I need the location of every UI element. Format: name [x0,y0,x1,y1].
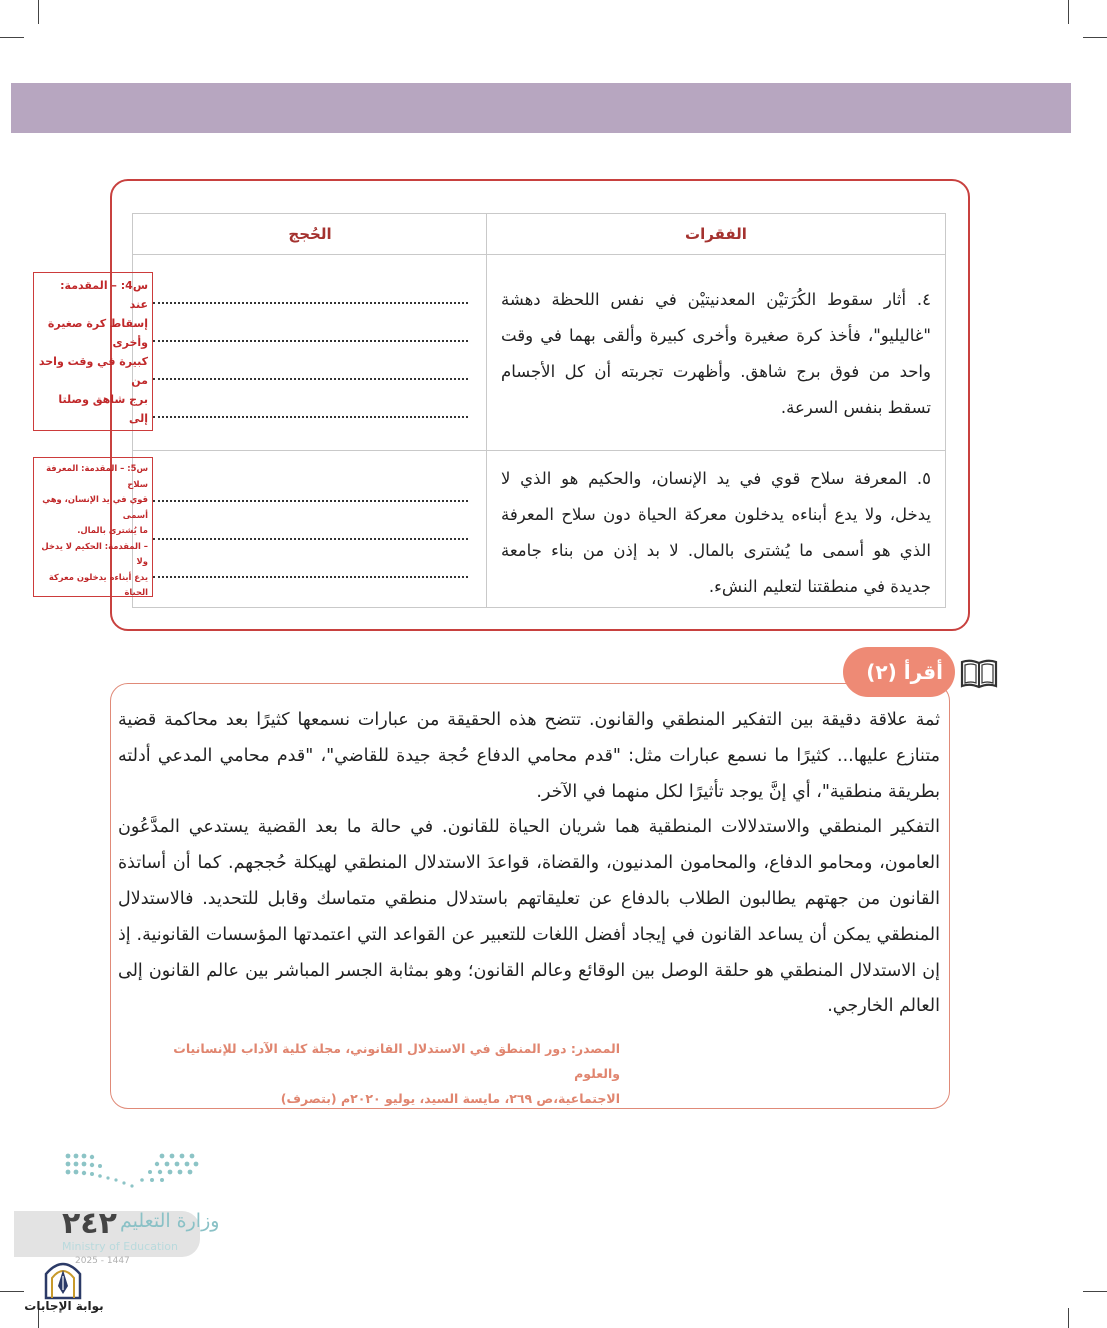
answer-4-line: برج شاهق وصلتا إلى [58,393,148,425]
row-divider [133,450,945,451]
answer-line[interactable] [153,540,468,578]
answer-box-5 [33,457,153,597]
answer-4-line [38,428,148,431]
source-line-2: الاجتماعية،ص ٢٦٩، مايسة السيد، يوليو ٢٠٢٠م (بتصرف) [280,1091,620,1106]
header-band [11,83,1071,133]
answer-line[interactable] [153,304,468,342]
crop-mark [1083,37,1107,38]
crop-mark [0,37,24,38]
reading-tab-label: أقرأ (٢) [866,660,943,684]
ministry-name-en: Ministry of Education [62,1240,179,1253]
crop-mark [0,1291,24,1292]
answer-5-line: س5: – المقدمة: المعرفة سلاح [46,463,148,489]
answer-5-line: – المقدمة: الحكيم لا يدخل ولا [41,540,148,566]
crop-mark [1083,1291,1107,1292]
answer-5-line: يدع أبناءه يدخلون معركة الحياة [48,571,148,597]
crop-mark [1068,0,1069,24]
answer-box-4 [33,272,153,431]
header-paragraphs: الفقرات [486,214,945,254]
crop-mark [1068,1308,1069,1328]
answer-line[interactable] [153,502,468,540]
header-arguments: الحُجج [288,225,332,243]
book-icon [958,652,1000,694]
reading-paragraph: ثمة علاقة دقيقة بين التفكير المنطقي والقانون. تتضح هذه الحقيقة من عبارات نسمعها كثيرًا بعد محاكمة قضية متنازع عليها... كثيرًا ما نسمع عبارات مثل: "قدم محامي الدفاع حُجة جيدة للقاضي"، "قدم محامي المدعي أدلته بطريقة منطقية"، أي إنَّ يوجد تأثيرًا لكل منهما في الآخر. [118,710,940,802]
answer-5-line: ما يُشترى بالمال. [77,525,148,535]
page-number: ٢٤٢ [62,1206,117,1241]
answer-4-line: س4: – المقدمة: عند [60,279,148,311]
answer-5-line: قوي في يد الإنسان، وهي أسمى [42,494,148,520]
crop-mark [38,0,39,24]
reading-tab [843,647,955,697]
row-divider [133,254,945,255]
answer-line[interactable] [153,464,468,502]
portal-name: بوابة الإجابات [24,1299,104,1313]
answer-line[interactable] [153,380,468,418]
ministry-name-ar: وزارة التعليم [120,1210,220,1232]
reading-paragraph: التفكير المنطقي والاستدلالات المنطقية هما شريان الحياة للقانون. في حالة ما بعد القضية يستدعي المدَّعُون العامون، ومحامو الدفاع، والمحامون المدنيون، والقضاة، قواعدَ الاستدلال المنطقي لهيكلة حُججهم. كما أن أساتذة القانون من جهتهم يطالبون الطلاب بالدفاع عن تعليقاتهم باستدلال منطقي متماسك وقابل للتحديد. فالاستدلال المنطقي يمكن أن يساعد القانون في إيجاد أفضل اللغات للتعبير عن القواعد التي اعتمدتها المؤسسات القانونية. إذ إن الاستدلال المنطقي هو حلقة الوصل بين الوقائع وعالم القانون؛ وهو بمثابة الجسر المباشر بين عالم القانون إلى العالم الخارجي. [118,817,940,1017]
answer-4-line: إسقاط كرة صغيرة وأخرى [47,317,148,349]
exercise-table [132,213,946,608]
column-divider [486,214,487,607]
reading-source [126,1036,620,1111]
answer-line[interactable] [153,342,468,380]
paragraph-4: ٤. أثار سقوط الكُرَتيْن المعدنيتيْن في نفس اللحظة دهشة "غاليليو"، فأخذ كرة صغيرة وأخرى كبيرة وألقى بهما في وقت واحد من فوق برج شاهق. وأظهرت تجربته أن كل الأجسام تسقط بنفس السرعة. [501,290,931,417]
paragraph-5: ٥. المعرفة سلاح قوي في يد الإنسان، والحكيم هو الذي لا يدخل، ولا يدع أبناءه يدخلون معركة الحياة دون سلاح المعرفة الذي هو أسمى ما يُشترى بالمال. لا بد إذن من بناء جامعة جديدة في منطقتنا لتعليم النشء. [501,469,931,596]
answer-line[interactable] [153,266,468,304]
reading-text [118,703,940,1025]
portal-logo-icon [42,1256,84,1300]
answer-4-line: كبيرة في وقت واحد من [38,355,148,387]
ministry-year: 2025 - 1447 [75,1256,130,1266]
source-line-1: المصدر: دور المنطق في الاستدلال القانوني، مجلة كلية الآداب للإنسانيات والعلوم [173,1041,620,1081]
moe-logo-icon [62,1150,202,1196]
